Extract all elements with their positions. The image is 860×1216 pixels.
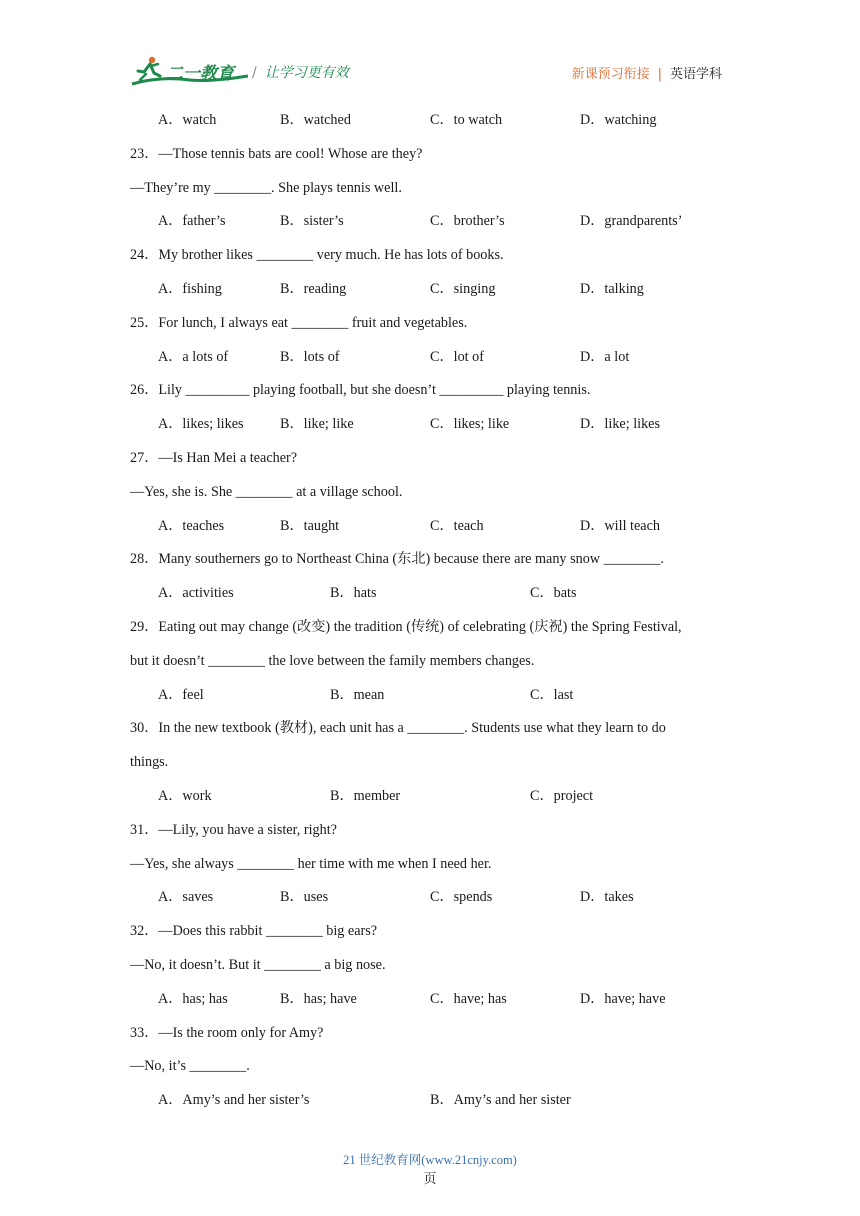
answer-option: B．hats [330,585,377,602]
answer-option: C．to watch [430,112,503,128]
svg-text:二一教育: 二一教育 [166,64,234,84]
answer-option: D．have; have [580,990,666,1007]
answer-option: B．lots of [280,348,340,365]
header-tags: 新课预习衔接 | 英语学科 [571,67,722,82]
answer-option: B．reading [280,280,347,297]
answer-option: D．talking [580,280,644,297]
answer-option: C．have; has [430,990,507,1007]
page-header [130,54,730,94]
question-line: —Yes, she is. She ________ at a village school. [130,483,403,500]
answer-option: B．has; have [280,990,357,1007]
question-line: 32．—Does this rabbit ________ big ears? [130,923,378,940]
answer-option: A．has; has [158,990,228,1007]
answer-option: D．takes [580,889,634,906]
answer-option: B．mean [330,686,385,703]
question-line: but it doesn’t ________ the love between the family members changes. [130,652,535,669]
answer-option: A．likes; likes [158,416,244,433]
options-row [130,408,730,442]
brand-logo [130,54,250,90]
answer-option: D．will teach [580,517,660,534]
answer-option: A．work [158,787,212,804]
answer-option: D．a lot [580,348,630,365]
answer-option: B．sister’s [280,213,344,230]
footer-page-label: 页 [423,1172,437,1187]
answer-option: C．brother’s [430,213,505,230]
question-line: —They’re my ________. She plays tennis well. [130,179,402,196]
question-line: 31．—Lily, you have a sister, right? [130,821,337,838]
answer-option: A．Amy’s and her sister’s [158,1092,310,1109]
answer-option: A．watch [158,112,217,128]
options-row [130,983,730,1017]
answer-option: A．feel [158,686,204,703]
footer-site-link[interactable]: 21 世纪教育网(www.21cnjy.com) [343,1153,517,1167]
options-row [130,577,730,611]
question-line: things. [130,754,169,771]
answer-option: A．saves [158,889,214,906]
answer-option: B．member [330,787,401,804]
answer-option: C．last [530,686,574,703]
answer-option: B．uses [280,889,329,906]
question-line: 28．Many southerners go to Northeast China (东北) because there are many snow ________. [130,551,664,568]
options-row [130,1084,730,1118]
preview-label: 新课预习衔接 [571,67,650,82]
answer-option: A．fishing [158,280,222,297]
answer-option: B．like; like [280,416,354,433]
question-line: 27．—Is Han Mei a teacher? [130,449,298,466]
slogan: / 让学习更有效 [252,65,349,81]
question-line: —No, it doesn’t. But it ________ a big nose. [130,956,386,973]
answer-option: B．watched [280,112,351,128]
answer-option: C．spends [430,889,493,906]
options-row [130,205,730,239]
answer-option: A．activities [158,585,234,602]
question-line: —No, it’s ________. [130,1058,250,1075]
options-row [130,273,730,307]
question-line: 30．In the new textbook (教材), each unit has a ________. Students use what they learn to do [130,720,666,737]
question-line: 24．My brother likes ________ very much. He has lots of books. [130,247,504,264]
options-row [130,780,730,814]
question-line: —Yes, she always ________ her time with me when I need her. [130,855,492,872]
answer-option: B．taught [280,517,340,534]
answer-option: D．like; likes [580,416,660,433]
question-list [130,104,730,1118]
answer-option: C．singing [430,280,496,297]
options-row [130,510,730,544]
slogan-text: 让学习更有效 [264,65,349,81]
answer-option: C．project [530,787,594,804]
answer-option: B．Amy’s and her sister [430,1092,571,1109]
options-row [130,679,730,713]
answer-option: D．grandparents’ [580,213,683,230]
options-row [130,104,730,138]
answer-option: A．a lots of [158,348,229,365]
question-line: 23．—Those tennis bats are cool! Whose are they? [130,145,423,162]
question-line: 25．For lunch, I always eat ________ fruit and vegetables. [130,314,468,331]
answer-option: C．lot of [430,348,484,365]
options-row [130,881,730,915]
subject-label: 英语学科 [669,67,722,82]
answer-option: C．bats [530,585,577,602]
answer-option: A．teaches [158,517,225,534]
question-line: 29．Eating out may change (改变) the tradition (传统) of celebrating (庆祝) the Spring Festival, [130,618,682,635]
answer-option: A．father’s [158,213,226,230]
question-line: 26．Lily _________ playing football, but she doesn’t _________ playing tennis. [130,382,591,399]
runner-logo-icon [130,54,250,90]
answer-option: D．watching [580,112,657,128]
answer-option: C．teach [430,517,484,534]
answer-option: C．likes; like [430,416,510,433]
question-line: 33．—Is the room only for Amy? [130,1024,324,1041]
options-row [130,341,730,375]
